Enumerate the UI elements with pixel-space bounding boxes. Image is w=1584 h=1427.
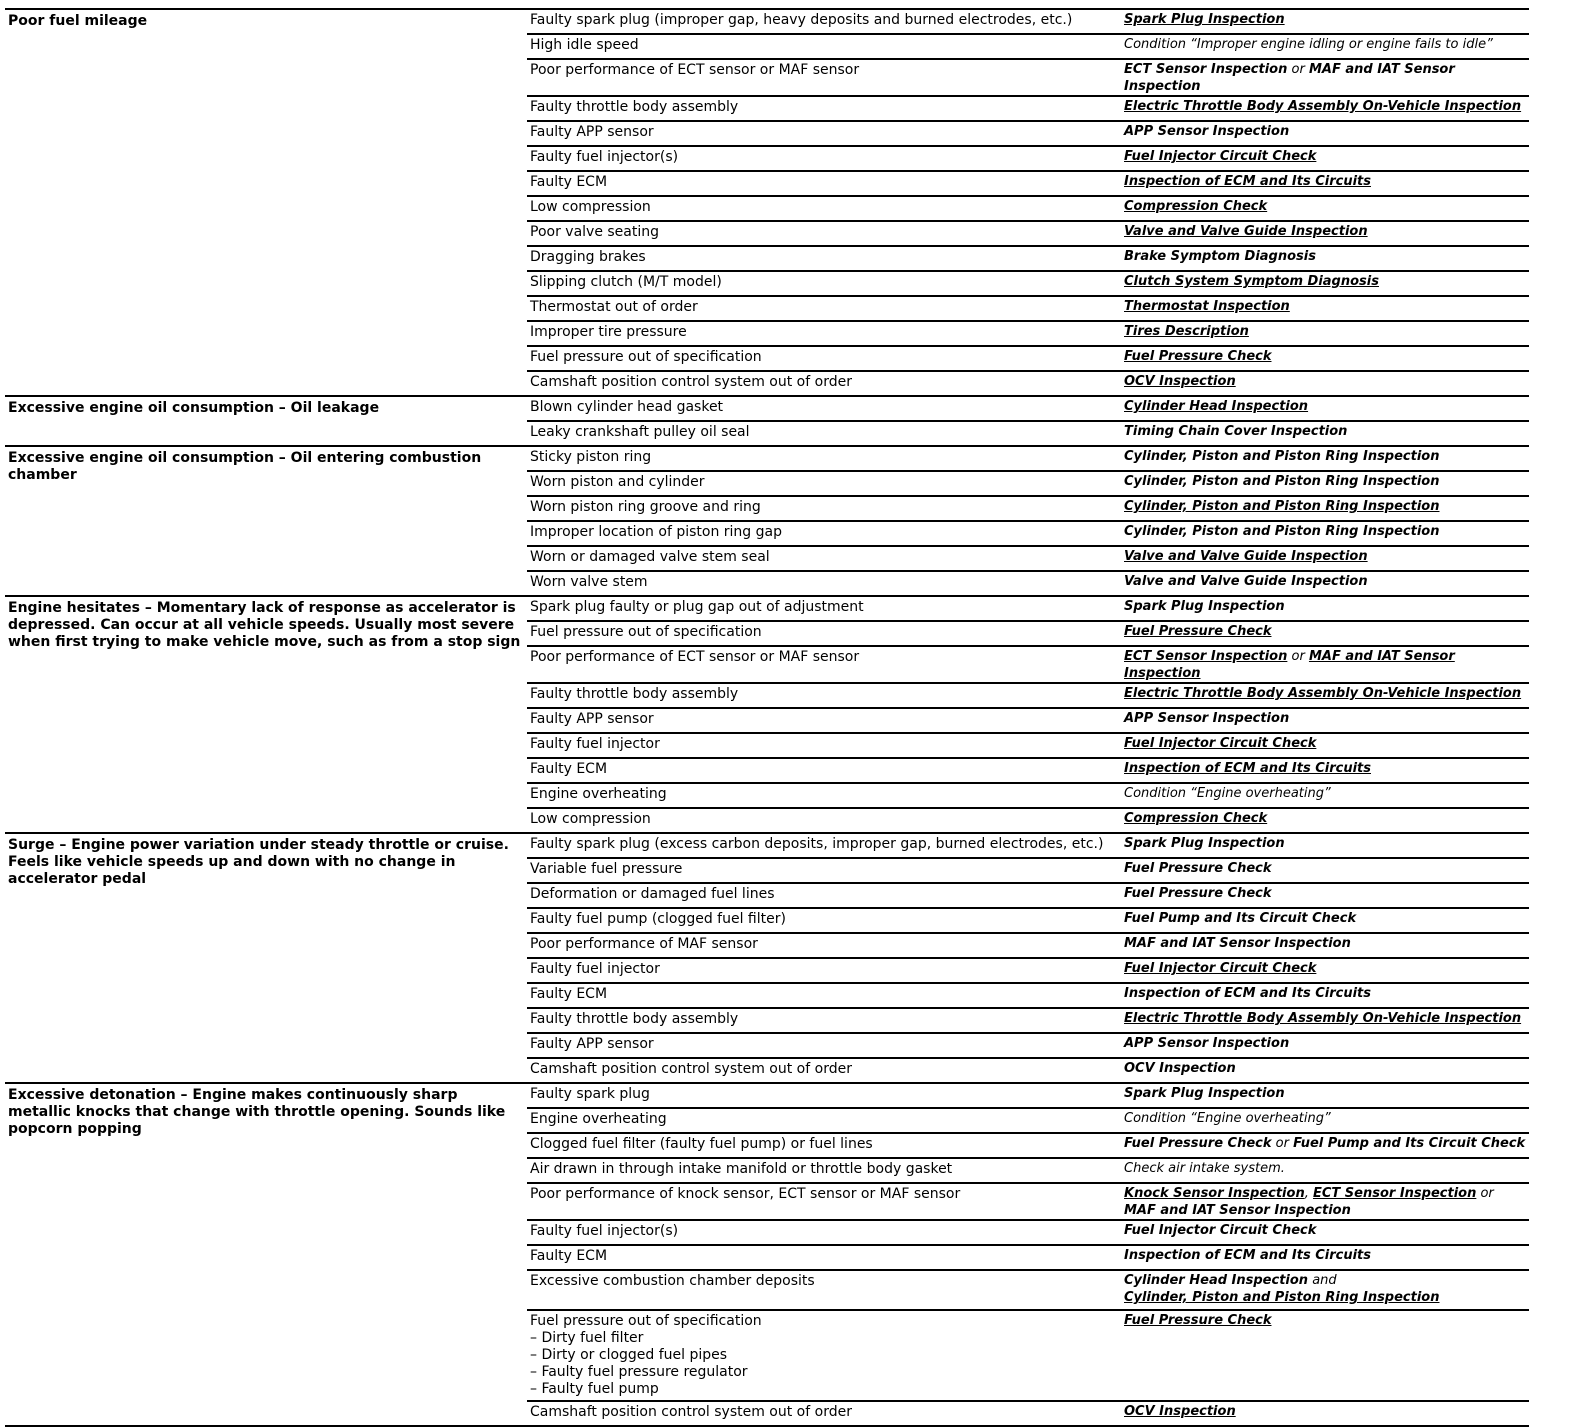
reference-link[interactable]: Cylinder, Piston and Piston Ring Inspection xyxy=(1124,524,1440,539)
reference-link[interactable]: Cylinder, Piston and Piston Ring Inspection xyxy=(1124,474,1440,489)
troubleshooting-table xyxy=(5,8,1529,1427)
reference-link[interactable]: Fuel Pump and Its Circuit Check xyxy=(1293,1136,1526,1151)
cause-text: Faulty spark plug (excess carbon deposits, improper gap, burned electrodes, etc.) xyxy=(530,836,1104,852)
cause-cell xyxy=(527,933,1118,958)
cause-cell xyxy=(527,958,1118,983)
cause-text: Excessive combustion chamber deposits xyxy=(530,1273,815,1289)
reference-link[interactable]: Cylinder, Piston and Piston Ring Inspection xyxy=(1124,499,1440,514)
reference-link[interactable]: APP Sensor Inspection xyxy=(1124,124,1290,139)
cause-cell xyxy=(527,1183,1118,1220)
reference-link[interactable]: Valve and Valve Guide Inspection xyxy=(1124,224,1368,239)
cause-cell xyxy=(527,1033,1118,1058)
cause-cell xyxy=(527,883,1118,908)
reference-cell xyxy=(1118,146,1529,171)
reference-cell xyxy=(1118,1058,1529,1083)
cause-cell xyxy=(527,321,1118,346)
cause-cell xyxy=(527,371,1118,396)
reference-link[interactable]: OCV Inspection xyxy=(1124,1404,1236,1419)
reference-cell xyxy=(1118,221,1529,246)
table-row xyxy=(5,446,1529,471)
reference-cell xyxy=(1118,1083,1529,1108)
reference-cell xyxy=(1118,758,1529,783)
table-row xyxy=(5,396,1529,421)
cause-cell xyxy=(527,421,1118,446)
reference-cell xyxy=(1118,496,1529,521)
cause-cell xyxy=(527,396,1118,421)
cause-sub-item: – Faulty fuel pump xyxy=(530,1381,659,1397)
reference-cell xyxy=(1118,296,1529,321)
cause-text: Faulty ECM xyxy=(530,761,608,777)
cause-cell xyxy=(527,596,1118,621)
reference-link[interactable]: MAF and IAT Sensor Inspection xyxy=(1124,649,1455,681)
cause-text: Leaky crankshaft pulley oil seal xyxy=(530,424,750,440)
cause-text: Faulty spark plug xyxy=(530,1086,650,1102)
cause-cell xyxy=(527,983,1118,1008)
cause-text: Camshaft position control system out of order xyxy=(530,1061,852,1077)
reference-link[interactable]: Valve and Valve Guide Inspection xyxy=(1124,549,1368,564)
cause-text: Faulty fuel injector xyxy=(530,736,660,752)
cause-text: Poor performance of ECT sensor or MAF sensor xyxy=(530,62,860,78)
reference-cell xyxy=(1118,1270,1529,1310)
cause-text: Engine overheating xyxy=(530,786,667,802)
reference-link[interactable]: Inspection of ECM and Its Circuits xyxy=(1124,174,1371,189)
table-body xyxy=(5,9,1529,1426)
cause-text: Camshaft position control system out of order xyxy=(530,1404,852,1420)
cause-text: Faulty fuel injector(s) xyxy=(530,1223,679,1239)
reference-link[interactable]: MAF and IAT Sensor Inspection xyxy=(1124,936,1351,951)
cause-cell xyxy=(527,833,1118,858)
cause-text: Sticky piston ring xyxy=(530,449,652,465)
cause-cell xyxy=(527,521,1118,546)
reference-cell xyxy=(1118,1158,1529,1183)
reference-link[interactable]: Spark Plug Inspection xyxy=(1124,1086,1285,1101)
cause-cell xyxy=(527,471,1118,496)
reference-cell xyxy=(1118,783,1529,808)
reference-link[interactable]: Cylinder Head Inspection xyxy=(1124,1273,1309,1288)
cause-cell xyxy=(527,271,1118,296)
cause-cell xyxy=(527,346,1118,371)
reference-link[interactable]: Fuel Injector Circuit Check xyxy=(1124,961,1317,976)
reference-text: , xyxy=(1304,1186,1313,1201)
reference-cell xyxy=(1118,1033,1529,1058)
reference-cell xyxy=(1118,708,1529,733)
reference-text: or xyxy=(1287,62,1309,77)
reference-link[interactable]: Fuel Pressure Check xyxy=(1124,861,1272,876)
reference-link[interactable]: Inspection of ECM and Its Circuits xyxy=(1124,986,1371,1001)
reference-cell xyxy=(1118,833,1529,858)
reference-link[interactable]: ECT Sensor Inspection xyxy=(1124,62,1288,77)
reference-cell xyxy=(1118,171,1529,196)
symptom-cell: Engine hesitates – Momentary lack of response as accelerator is depressed. Can occur at all vehicle speeds. Usually most severe when first trying to make vehicle move, such as from a stop sign xyxy=(5,596,527,833)
reference-cell xyxy=(1118,1008,1529,1033)
cause-text: Faulty APP sensor xyxy=(530,1036,654,1052)
reference-text: and xyxy=(1308,1273,1337,1288)
reference-text: or xyxy=(1476,1186,1494,1201)
cause-text: Fuel pressure out of specification xyxy=(530,624,762,640)
reference-cell xyxy=(1118,546,1529,571)
cause-text: Worn piston ring groove and ring xyxy=(530,499,761,515)
cause-text: Poor performance of MAF sensor xyxy=(530,936,758,952)
troubleshooting-document xyxy=(5,8,1529,1427)
reference-cell xyxy=(1118,9,1529,34)
reference-link[interactable]: OCV Inspection xyxy=(1124,374,1236,389)
reference-link[interactable]: Tires Description xyxy=(1124,324,1249,339)
cause-text: High idle speed xyxy=(530,37,639,53)
cause-text: Poor performance of knock sensor, ECT sensor or MAF sensor xyxy=(530,1186,961,1202)
cause-text: Poor valve seating xyxy=(530,224,660,240)
symptom-cell: Excessive engine oil consumption – Oil entering combustion chamber xyxy=(5,446,527,596)
cause-cell xyxy=(527,9,1118,34)
reference-link[interactable]: Clutch System Symptom Diagnosis xyxy=(1124,274,1379,289)
reference-cell xyxy=(1118,933,1529,958)
reference-link[interactable]: Fuel Injector Circuit Check xyxy=(1124,149,1317,164)
cause-cell xyxy=(527,1058,1118,1083)
reference-link[interactable]: Compression Check xyxy=(1124,199,1268,214)
reference-cell xyxy=(1118,621,1529,646)
cause-cell xyxy=(527,908,1118,933)
cause-text: Faulty throttle body assembly xyxy=(530,99,739,115)
reference-cell xyxy=(1118,321,1529,346)
reference-link[interactable]: Spark Plug Inspection xyxy=(1124,836,1285,851)
reference-cell xyxy=(1118,396,1529,421)
reference-link[interactable]: APP Sensor Inspection xyxy=(1124,1036,1290,1051)
cause-cell xyxy=(527,758,1118,783)
cause-text: Faulty fuel injector(s) xyxy=(530,149,679,165)
reference-cell xyxy=(1118,446,1529,471)
cause-text: Low compression xyxy=(530,199,651,215)
reference-link[interactable]: Fuel Injector Circuit Check xyxy=(1124,736,1317,751)
cause-text: Improper tire pressure xyxy=(530,324,687,340)
cause-text: Faulty throttle body assembly xyxy=(530,1011,739,1027)
symptom-cell: Poor fuel mileage xyxy=(5,9,527,396)
reference-link[interactable]: Spark Plug Inspection xyxy=(1124,599,1285,614)
cause-text: Variable fuel pressure xyxy=(530,861,683,877)
reference-link[interactable]: Valve and Valve Guide Inspection xyxy=(1124,574,1368,589)
reference-link[interactable]: Fuel Pressure Check xyxy=(1124,1136,1272,1151)
reference-link[interactable]: MAF and IAT Sensor Inspection xyxy=(1124,62,1455,94)
cause-text: Faulty fuel pump (clogged fuel filter) xyxy=(530,911,786,927)
cause-text: Poor performance of ECT sensor or MAF sensor xyxy=(530,649,860,665)
cause-cell xyxy=(527,146,1118,171)
table-row xyxy=(5,833,1529,858)
reference-link[interactable]: Fuel Pressure Check xyxy=(1124,624,1272,639)
cause-cell xyxy=(527,1083,1118,1108)
cause-cell xyxy=(527,621,1118,646)
cause-text: Fuel pressure out of specification xyxy=(530,349,762,365)
cause-cell xyxy=(527,858,1118,883)
reference-cell xyxy=(1118,521,1529,546)
reference-cell xyxy=(1118,1401,1529,1426)
cause-text: Faulty spark plug (improper gap, heavy deposits and burned electrodes, etc.) xyxy=(530,12,1073,28)
cause-cell xyxy=(527,1245,1118,1270)
reference-link[interactable]: Electric Throttle Body Assembly On-Vehicle Inspection xyxy=(1124,99,1522,114)
cause-cell xyxy=(527,733,1118,758)
cause-cell xyxy=(527,571,1118,596)
reference-cell xyxy=(1118,571,1529,596)
reference-cell xyxy=(1118,96,1529,121)
reference-link[interactable]: Electric Throttle Body Assembly On-Vehicle Inspection xyxy=(1124,1011,1522,1026)
cause-cell xyxy=(527,196,1118,221)
cause-text: Clogged fuel filter (faulty fuel pump) or fuel lines xyxy=(530,1136,873,1152)
cause-text: Blown cylinder head gasket xyxy=(530,399,724,415)
cause-cell xyxy=(527,96,1118,121)
reference-cell xyxy=(1118,346,1529,371)
reference-link[interactable]: Cylinder, Piston and Piston Ring Inspection xyxy=(1124,1290,1440,1305)
cause-cell xyxy=(527,1220,1118,1245)
reference-cell xyxy=(1118,733,1529,758)
reference-cell xyxy=(1118,908,1529,933)
table-row xyxy=(5,1083,1529,1108)
reference-cell xyxy=(1118,1220,1529,1245)
reference-cell xyxy=(1118,246,1529,271)
reference-cell xyxy=(1118,1133,1529,1158)
reference-link[interactable]: Fuel Pressure Check xyxy=(1124,886,1272,901)
cause-text: Camshaft position control system out of order xyxy=(530,374,852,390)
cause-cell xyxy=(527,646,1118,683)
cause-text: Engine overheating xyxy=(530,1111,667,1127)
cause-cell xyxy=(527,1401,1118,1426)
cause-text: Faulty ECM xyxy=(530,986,608,1002)
cause-text: Dragging brakes xyxy=(530,249,646,265)
reference-cell xyxy=(1118,59,1529,96)
cause-cell xyxy=(527,1158,1118,1183)
cause-sub-item: – Dirty fuel filter xyxy=(530,1330,644,1346)
reference-link[interactable]: Spark Plug Inspection xyxy=(1124,12,1285,27)
cause-text: Spark plug faulty or plug gap out of adjustment xyxy=(530,599,864,615)
cause-text: Worn piston and cylinder xyxy=(530,474,705,490)
reference-cell xyxy=(1118,958,1529,983)
reference-link[interactable]: Inspection of ECM and Its Circuits xyxy=(1124,1248,1371,1263)
reference-link[interactable]: ECT Sensor Inspection xyxy=(1312,1186,1477,1201)
cause-sub-item: – Dirty or clogged fuel pipes xyxy=(530,1347,728,1363)
reference-text: Condition “Improper engine idling or engine fails to idle” xyxy=(1124,37,1493,52)
cause-text: Fuel pressure out of specification xyxy=(530,1313,762,1329)
cause-text: Faulty fuel injector xyxy=(530,961,660,977)
reference-cell xyxy=(1118,471,1529,496)
reference-cell xyxy=(1118,858,1529,883)
cause-cell xyxy=(527,34,1118,59)
reference-cell xyxy=(1118,596,1529,621)
reference-cell xyxy=(1118,808,1529,833)
reference-link[interactable]: Electric Throttle Body Assembly On-Vehicle Inspection xyxy=(1124,686,1522,701)
cause-cell xyxy=(527,783,1118,808)
cause-text: Faulty APP sensor xyxy=(530,711,654,727)
symptom-cell: Excessive engine oil consumption – Oil leakage xyxy=(5,396,527,446)
reference-link[interactable]: Fuel Pump and Its Circuit Check xyxy=(1124,911,1357,926)
cause-cell xyxy=(527,1108,1118,1133)
table-row xyxy=(5,9,1529,34)
reference-cell xyxy=(1118,271,1529,296)
cause-cell xyxy=(527,246,1118,271)
cause-cell xyxy=(527,171,1118,196)
reference-cell xyxy=(1118,34,1529,59)
cause-text: Faulty ECM xyxy=(530,1248,608,1264)
reference-cell xyxy=(1118,1108,1529,1133)
reference-link[interactable]: Compression Check xyxy=(1124,811,1268,826)
reference-cell xyxy=(1118,646,1529,683)
reference-cell xyxy=(1118,983,1529,1008)
cause-text: Low compression xyxy=(530,811,651,827)
reference-link[interactable]: Fuel Pressure Check xyxy=(1124,1313,1272,1328)
reference-text: or xyxy=(1287,649,1309,664)
cause-sub-item: – Faulty fuel pressure regulator xyxy=(530,1364,748,1380)
cause-cell xyxy=(527,1270,1118,1310)
reference-cell xyxy=(1118,1310,1529,1401)
reference-text: or xyxy=(1271,1136,1294,1151)
cause-text: Worn valve stem xyxy=(530,574,648,590)
reference-cell xyxy=(1118,421,1529,446)
cause-text: Deformation or damaged fuel lines xyxy=(530,886,775,902)
cause-cell xyxy=(527,708,1118,733)
reference-link[interactable]: Fuel Injector Circuit Check xyxy=(1124,1223,1317,1238)
reference-link[interactable]: MAF and IAT Sensor Inspection xyxy=(1124,1203,1351,1218)
symptom-cell: Surge – Engine power variation under steady throttle or cruise. Feels like vehicle speeds up and down with no change in accelerator pedal xyxy=(5,833,527,1083)
cause-text: Air drawn in through intake manifold or throttle body gasket xyxy=(530,1161,953,1177)
cause-cell xyxy=(527,446,1118,471)
cause-text: Faulty throttle body assembly xyxy=(530,686,739,702)
cause-cell xyxy=(527,1133,1118,1158)
reference-cell xyxy=(1118,1183,1529,1220)
cause-cell xyxy=(527,1008,1118,1033)
cause-cell xyxy=(527,808,1118,833)
cause-cell xyxy=(527,1310,1118,1401)
reference-cell xyxy=(1118,371,1529,396)
reference-link[interactable]: Fuel Pressure Check xyxy=(1124,349,1272,364)
cause-text: Faulty ECM xyxy=(530,174,608,190)
reference-text: Check air intake system. xyxy=(1124,1161,1285,1176)
reference-link[interactable]: Inspection of ECM and Its Circuits xyxy=(1124,761,1371,776)
cause-cell xyxy=(527,546,1118,571)
cause-text: Worn or damaged valve stem seal xyxy=(530,549,770,565)
reference-text: Condition “Engine overheating” xyxy=(1124,1111,1331,1126)
reference-link[interactable]: ECT Sensor Inspection xyxy=(1124,649,1288,664)
cause-text: Faulty APP sensor xyxy=(530,124,654,140)
reference-link[interactable]: Knock Sensor Inspection xyxy=(1124,1186,1305,1201)
cause-text: Improper location of piston ring gap xyxy=(530,524,782,540)
cause-cell xyxy=(527,121,1118,146)
reference-cell xyxy=(1118,883,1529,908)
cause-cell xyxy=(527,296,1118,321)
reference-link[interactable]: Cylinder Head Inspection xyxy=(1124,399,1309,414)
reference-link[interactable]: Timing Chain Cover Inspection xyxy=(1124,424,1348,439)
reference-link[interactable]: OCV Inspection xyxy=(1124,1061,1236,1076)
cause-text: Thermostat out of order xyxy=(530,299,698,315)
cause-text: Slipping clutch (M/T model) xyxy=(530,274,722,290)
reference-text: Condition “Engine overheating” xyxy=(1124,786,1331,801)
reference-cell xyxy=(1118,121,1529,146)
cause-cell xyxy=(527,221,1118,246)
reference-cell xyxy=(1118,196,1529,221)
table-row xyxy=(5,596,1529,621)
cause-cell xyxy=(527,496,1118,521)
reference-link[interactable]: Brake Symptom Diagnosis xyxy=(1124,249,1316,264)
reference-cell xyxy=(1118,1245,1529,1270)
symptom-cell: Excessive detonation – Engine makes continuously sharp metallic knocks that change with throttle opening. Sounds like popcorn popping xyxy=(5,1083,527,1426)
reference-link[interactable]: Thermostat Inspection xyxy=(1124,299,1290,314)
reference-link[interactable]: APP Sensor Inspection xyxy=(1124,711,1290,726)
reference-cell xyxy=(1118,683,1529,708)
reference-link[interactable]: Cylinder, Piston and Piston Ring Inspection xyxy=(1124,449,1440,464)
cause-cell xyxy=(527,683,1118,708)
cause-cell xyxy=(527,59,1118,96)
